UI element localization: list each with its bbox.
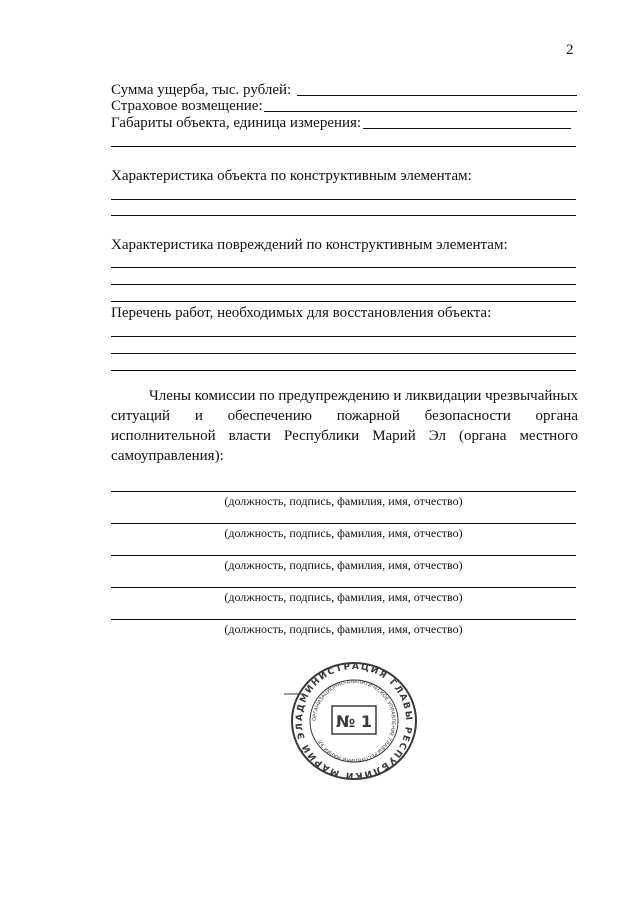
stamp-outer-text: АДМИНИСТРАЦИЯ ГЛАВЫ РЕСПУБЛИКИ МАРИЙ ЭЛ <box>294 661 414 781</box>
section-heading-works: Перечень работ, необходимых для восстановления объекта: <box>111 305 492 321</box>
signature-line <box>111 555 576 556</box>
stamp-seal-icon <box>284 659 424 784</box>
signature-line <box>111 523 576 524</box>
stamp-number: № 1 <box>336 712 372 731</box>
field-label: Страховое возмещение: <box>111 98 263 114</box>
blank-line <box>111 336 576 337</box>
official-stamp <box>284 659 424 784</box>
blank-line <box>111 199 576 200</box>
blank-line <box>111 146 576 147</box>
signature-caption: (должность, подпись, фамилия, имя, отчество) <box>224 622 463 636</box>
commission-paragraph: Члены комиссии по предупреждению и ликвидации чрезвычайных ситуаций и обеспечению пожарной безопасности органа исполнительной власти Республики Марий Эл (органа местного самоуправления): <box>111 388 578 464</box>
page-number: 2 <box>566 42 574 58</box>
field-dimensions <box>111 114 571 132</box>
section-heading-damage: Характеристика повреждений по конструктивным элементам: <box>111 237 508 253</box>
stamp-inner-text: ОРГАНИЗАЦИОННО-АНАЛИТИЧЕСКОЕ УПРАВЛЕНИЕ ГЛАВЫ РЕСПУБЛИКИ МАРИЙ ЭЛ <box>311 678 397 764</box>
field-insurance <box>111 97 577 115</box>
blank-line <box>111 353 576 354</box>
signature-line <box>111 587 576 588</box>
field-label: Сумма ущерба, тыс. рублей: <box>111 82 292 98</box>
field-label: Габариты объекта, единица измерения: <box>111 115 362 131</box>
signature-line <box>111 619 576 620</box>
blank-line <box>111 215 576 216</box>
blank-line <box>111 301 576 302</box>
signature-line <box>111 491 576 492</box>
section-heading-object: Характеристика объекта по конструктивным элементам: <box>111 168 472 184</box>
fill-line <box>363 128 571 129</box>
signature-caption: (должность, подпись, фамилия, имя, отчество) <box>224 558 463 572</box>
signature-caption: (должность, подпись, фамилия, имя, отчество) <box>224 526 463 540</box>
fill-line <box>264 111 577 112</box>
blank-line <box>111 267 576 268</box>
blank-line <box>111 370 576 371</box>
signature-caption: (должность, подпись, фамилия, имя, отчество) <box>224 590 463 604</box>
fill-line <box>297 95 577 96</box>
blank-line <box>111 284 576 285</box>
signature-caption: (должность, подпись, фамилия, имя, отчество) <box>224 494 463 508</box>
